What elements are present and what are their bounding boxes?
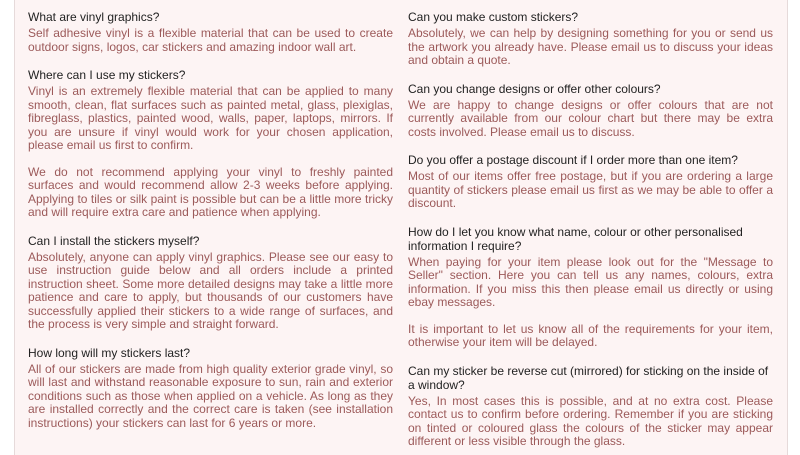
faq-question: Can I install the stickers myself? [28, 233, 200, 248]
faq-column-right [408, 10, 773, 449]
faq-answer: Self adhesive vinyl is a flexible material that can be used to create outdoor signs, logos, car stickers and amazing indoor wall art. [28, 26, 393, 54]
faq-question: Can you make custom stickers? [408, 10, 579, 24]
faq-answer: Vinyl is an extremely flexible material that can be applied to many smooth, clean, flat surfaces such as painted metal, glass, plexiglas, fibreglass, plastics, painted wood, walls, paper, laptops, mirrors. If you are unsure if vinyl would work for your chosen application, please email us first to confirm. [28, 84, 393, 152]
faq-item [28, 346, 393, 431]
faq-question: What are vinyl graphics? [28, 10, 160, 24]
faq-answer: When paying for your item please look out for the "Message to Seller" section. Here you can tell us any names, colours, extra information. If you miss this then please email us directly or using ebay messages. [408, 254, 773, 309]
faq-item [408, 153, 773, 211]
faq-question: Can my sticker be reverse cut (mirrored) for sticking on the inside of a window? [408, 363, 769, 392]
faq-column-left [28, 10, 393, 430]
faq-answer: Yes, In most cases this is possible, and at no extra cost. Please contact us to confirm before ordering. Remember if you are sticking on tinted or coloured glass the colours of the sticker may appear different or less visible through the glass. [408, 393, 773, 448]
faq-item [408, 10, 773, 68]
faq-question: Do you offer a postage discount if I order more than one item? [408, 153, 738, 167]
faq-answer: We do not recommend applying your vinyl to freshly painted surfaces and would recommend allow 2-3 weeks before applying. Applying to tiles or silk paint is possible but can be a little more tricky and will require extra care and patience when applying. [28, 164, 393, 219]
faq-question: Can you change designs or offer other colours? [408, 81, 661, 96]
faq-question: How do I let you know what name, colour or other personalised information I require? [408, 224, 743, 253]
faq-question: How long will my stickers last? [28, 345, 191, 360]
faq-item [408, 364, 773, 449]
faq-item [408, 82, 773, 140]
faq-item [28, 68, 393, 220]
faq-answer: It is important to let us know all of the requirements for your item, otherwise your item will be delayed. [408, 321, 773, 349]
faq-answer: Absolutely, anyone can apply vinyl graphics. Please see our easy to use instruction guide below and all orders include a printed instruction sheet. Some more detailed designs may take a little more patience and care to apply, but thousands of our customers have successfully applied their stickers to a wide range of surfaces, and the process is very simple and straight forward. [28, 249, 393, 331]
faq-answer: All of our stickers are made from high quality exterior grade vinyl, so will last and withstand reasonable exposure to sun, rain and exterior conditions such as those when applied on a vehicle. As long as they are installed correctly and the correct care is taken (see installation instructions) your stickers can last for 6 years or more. [28, 361, 393, 430]
faq-answer: Absolutely, we can help by designing something for you or send us the artwork you already have. Please email us to discuss your ideas and obtain a quote. [408, 26, 773, 67]
faq-item [28, 10, 393, 54]
faq-item [408, 225, 773, 350]
faq-answer: We are happy to change designs or offer colours that are not currently available from our colour chart but there may be extra costs involved. Please email us to discuss. [408, 97, 773, 139]
faq-question: Where can I use my stickers? [28, 68, 186, 82]
faq-answer: Most of our items offer free postage, but if you are ordering a large quantity of stickers please email us first as we may be able to offer a discount. [408, 169, 773, 210]
faq-item [28, 234, 393, 332]
